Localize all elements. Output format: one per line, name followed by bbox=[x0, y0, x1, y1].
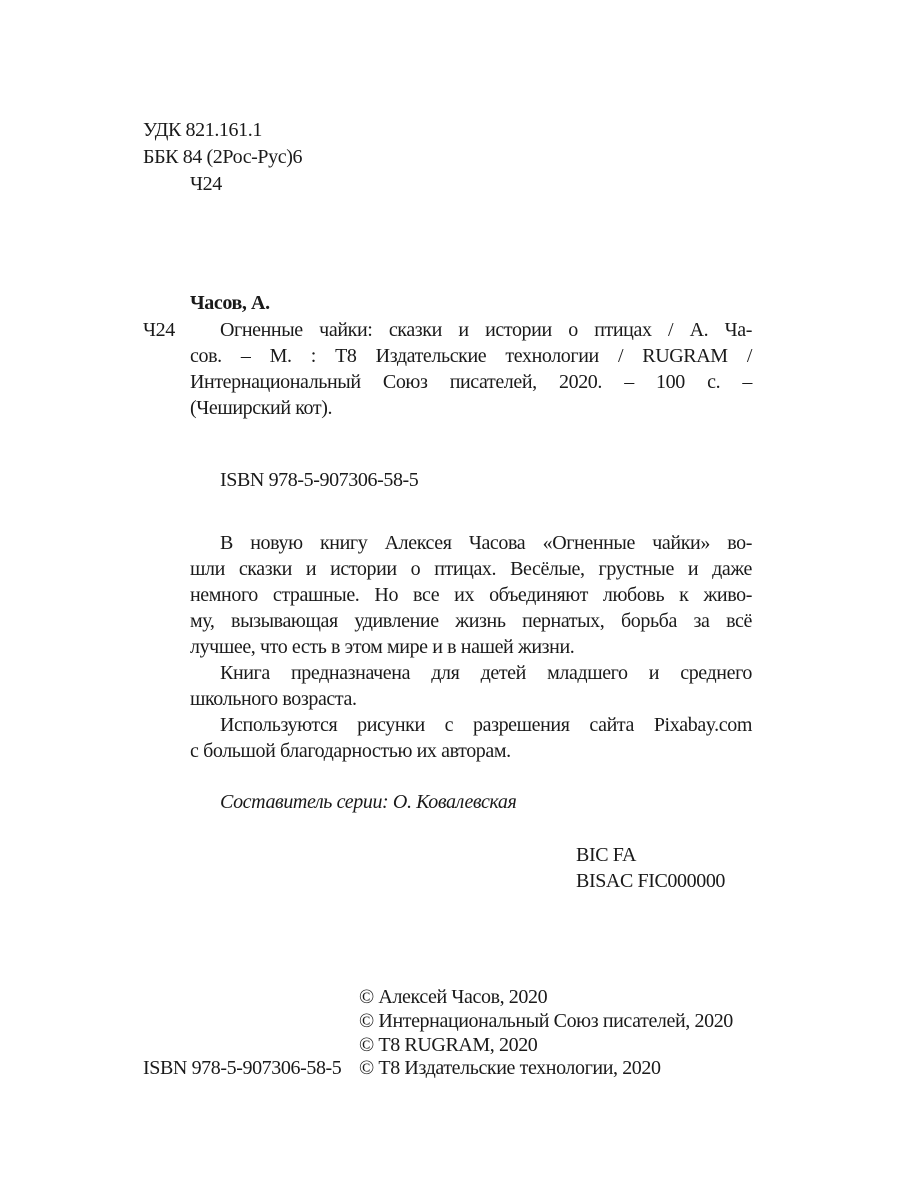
annotation-line: шли сказки и истории о птицах. Весёлые, грустные и даже bbox=[190, 558, 752, 580]
bisac-code: BISAC FIC000000 bbox=[576, 870, 726, 892]
record-author-mark: Ч24 bbox=[143, 319, 175, 341]
annotation-line: школьного возраста. bbox=[190, 688, 357, 710]
record-line: (Чеширский кот). bbox=[190, 397, 333, 419]
series-compiler: Составитель серии: О. Ковалевская bbox=[220, 791, 517, 813]
annotation-line: с большой благодарностью их авторам. bbox=[190, 740, 511, 762]
author-heading: Часов, А. bbox=[190, 292, 270, 314]
copyright-line: © Т8 Издательские технологии, 2020 bbox=[359, 1057, 661, 1079]
annotation-line: Книга предназначена для детей младшего и среднего bbox=[220, 662, 752, 684]
annotation-line: лучшее, что есть в этом мире и в нашей жизни. bbox=[190, 636, 575, 658]
udk-code: УДК 821.161.1 bbox=[143, 119, 262, 141]
author-mark: Ч24 bbox=[190, 173, 222, 195]
annotation-line: му, вызывающая удивление жизнь пернатых, борьба за всё bbox=[190, 610, 752, 632]
annotation-line: Используются рисунки с разрешения сайта Pixabay.com bbox=[220, 714, 752, 736]
bbk-code: ББК 84 (2Рос-Рус)6 bbox=[143, 146, 303, 168]
bic-code: BIC FA bbox=[576, 844, 637, 866]
record-line: Огненные чайки: сказки и истории о птицах / А. Ча- bbox=[220, 319, 752, 341]
record-line: сов. – М. : Т8 Издательские технологии / RUGRAM / bbox=[190, 345, 752, 367]
annotation-line: немного страшные. Но все их объединяют любовь к живо- bbox=[190, 584, 752, 606]
copyright-line: © Т8 RUGRAM, 2020 bbox=[359, 1034, 538, 1056]
isbn: ISBN 978-5-907306-58-5 bbox=[220, 469, 419, 491]
copyright-line: © Алексей Часов, 2020 bbox=[359, 986, 548, 1008]
footer-isbn: ISBN 978-5-907306-58-5 bbox=[143, 1057, 342, 1079]
record-line: Интернациональный Союз писателей, 2020. – 100 с. – bbox=[190, 371, 752, 393]
annotation-line: В новую книгу Алексея Часова «Огненные чайки» во- bbox=[220, 532, 752, 554]
copyright-line: © Интернациональный Союз писателей, 2020 bbox=[359, 1010, 733, 1032]
